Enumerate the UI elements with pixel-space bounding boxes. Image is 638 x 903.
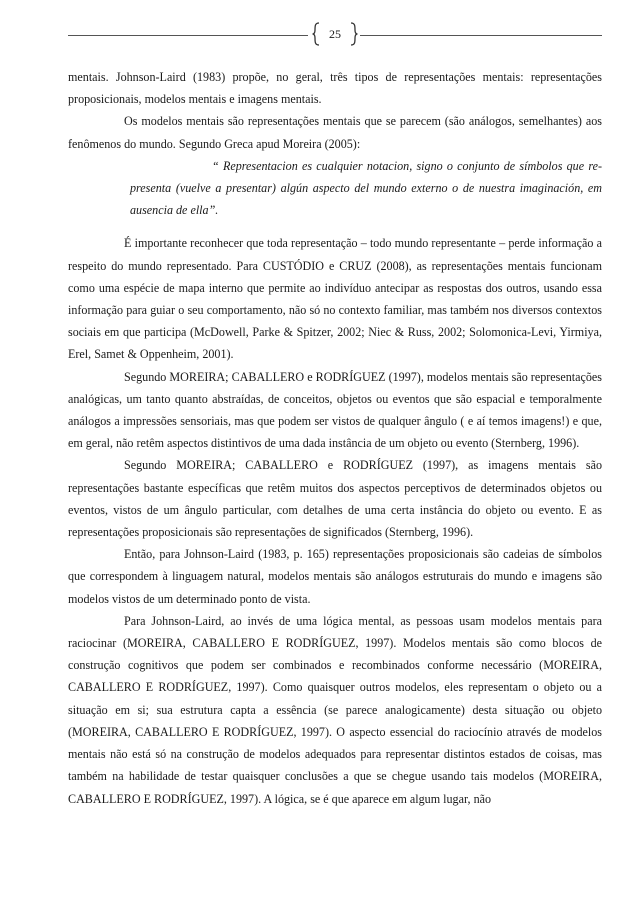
- paragraph-7: Para Johnson-Laird, ao invés de uma lógica mental, as pessoas usam modelos mentais para raciocinar (MOREIRA, CABALLERO E RODRÍGUEZ, 1997). Modelos mentais são como blocos de construção cognitivos que podem ser combinados e recombinados conforme necessário (MOREIRA, CABALLERO E RODRÍGUEZ, 1997). Como quaisquer outros modelos, eles representam o objeto ou a situação em si; sua estrutura capta a essência (se parece analogicamente) desta situação ou objeto (MOREIRA, CABALLERO E RODRÍGUEZ, 1997). O aspecto essencial do raciocínio através de modelos mentais não está só na construção de modelos adequados para representar distintos estados de coisas, mas também na habilidade de testar quaisquer conclusões a que se chegue usando tais modelos (MOREIRA, CABALLERO E RODRÍGUEZ, 1997). A lógica, se é que aparece em algum lugar, não: [68, 613, 602, 806]
- left-brace-icon: [312, 22, 320, 46]
- right-brace-icon: [350, 22, 358, 46]
- paragraph-5: Segundo MOREIRA; CABALLERO e RODRÍGUEZ (1997), as imagens mentais são representações bastante específicas que retêm muitos dos aspectos perceptivos de determinados objetos ou eventos, vistos de um ângulo particular, com detalhes de uma certa instância do objeto ou evento. E as representações proposicionais são representações de significados (Sternberg, 1996).: [68, 458, 602, 540]
- header-rule-right: [360, 35, 602, 36]
- paragraph-4: Segundo MOREIRA; CABALLERO e RODRÍGUEZ (1997), modelos mentais são representações analógicas, um tanto quanto abstraídas, de conceitos, objetos ou eventos que são espacial e temporalmente análogos a impressões sensoriais, mas que podem ser vistos de qualquer ângulo ( e aí temos imagens!) e que, em geral, não retêm aspectos distintivos de uma dada instância de um objeto ou evento (Sternberg, 1996).: [68, 369, 602, 451]
- paragraph-2: Os modelos mentais são representações mentais que se parecem (são análogos, semelhantes) aos fenômenos do mundo. Segundo Greca apud Moreira (2005):: [68, 114, 602, 151]
- paragraph-6: Então, para Johnson-Laird (1983, p. 165) representações proposicionais são cadeias de símbolos que correspondem à linguagem natural, modelos mentais são análogos estruturais do mundo e imagens são modelos vistos de um determinado ponto de vista.: [68, 547, 602, 606]
- paragraph-3: É importante reconhecer que toda representação – todo mundo representante – perde informação a respeito do mundo representado. Para CUSTÓDIO e CRUZ (2008), as representações mentais funcionam como uma espécie de mapa interno que permite ao indivíduo antecipar as respostas dos outros, usando essa informação para guiar o seu comportamento, não só no contexto familiar, mas também nos diversos contextos sociais em que participa (McDowell, Parke & Spitzer, 2002; Niec & Russ, 2002; Solomonica-Levi, Yirmiya, Erel, Samet & Oppenheim, 2001).: [68, 236, 602, 362]
- page-number: 25: [329, 27, 341, 41]
- paragraph-gap: [68, 221, 602, 232]
- page-body: [68, 66, 602, 810]
- page-header: [68, 22, 602, 48]
- header-rule-left: [68, 35, 308, 36]
- paragraph-1: mentais. Johnson-Laird (1983) propõe, no geral, três tipos de representações mentais: representações proposicionais, modelos mentais e imagens mentais.: [68, 70, 602, 107]
- block-quote: “ Representacion es cualquier notacion, signo o conjunto de símbolos que re-presenta (vuelve a presentar) algún aspecto del mundo externo o de nuestra imaginación, em ausencia de ella”.: [130, 158, 602, 218]
